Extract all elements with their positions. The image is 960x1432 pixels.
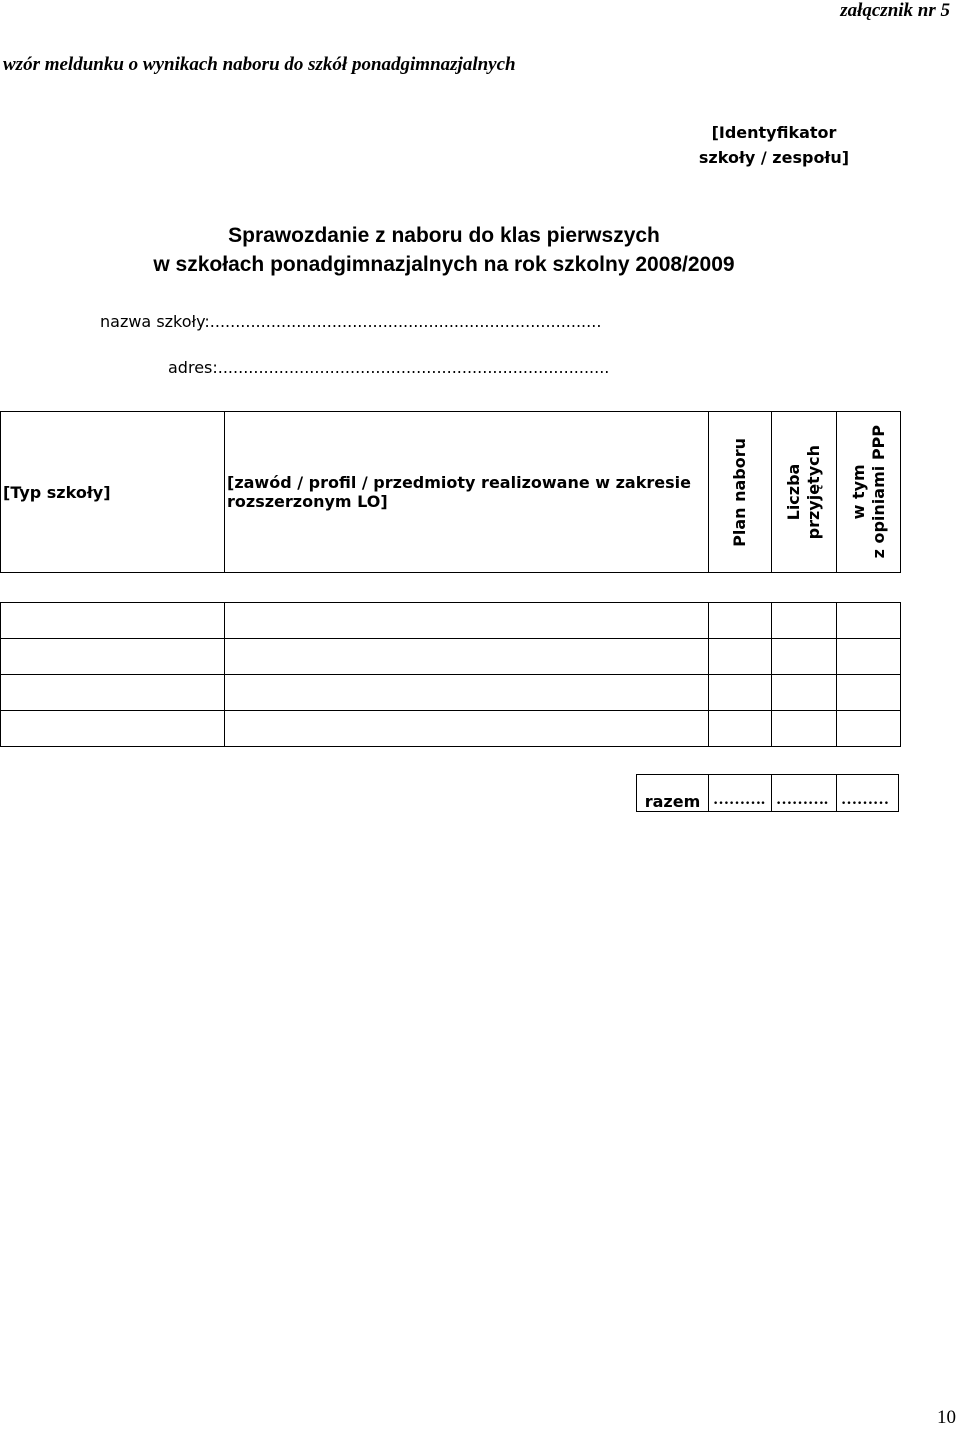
admitted-cell[interactable] — [772, 603, 837, 639]
header-plan-label: Plan naboru — [730, 437, 749, 547]
report-title — [0, 221, 888, 279]
plan-cell[interactable] — [709, 603, 772, 639]
school-identifier — [640, 120, 908, 170]
plan-cell[interactable] — [709, 711, 772, 747]
header-plan — [709, 412, 772, 573]
table-row — [1, 675, 901, 711]
header-admitted-label — [784, 445, 824, 539]
header-profile — [225, 412, 709, 573]
total-label: razem — [637, 775, 709, 812]
school-name-field: nazwa szkoły:............................................................................. — [100, 312, 602, 331]
school-type-cell[interactable] — [1, 711, 225, 747]
header-with-ppp-label — [849, 425, 889, 558]
total-admitted[interactable]: ………. — [772, 775, 837, 812]
plan-cell[interactable] — [709, 639, 772, 675]
with-ppp-cell[interactable] — [837, 639, 901, 675]
report-title-line-1: Sprawozdanie z naboru do klas pierwszych — [228, 224, 660, 247]
header-school-type — [1, 412, 225, 573]
header-table — [0, 411, 901, 573]
admitted-cell[interactable] — [772, 639, 837, 675]
school-type-cell[interactable] — [1, 675, 225, 711]
header-with-ppp — [837, 412, 901, 573]
address-field: adres:............................................................................. — [168, 358, 610, 377]
total-plan[interactable]: ………. — [709, 775, 772, 812]
annex-label: załącznik nr 5 — [840, 0, 950, 21]
page-number: 10 — [937, 1407, 956, 1428]
data-table — [0, 602, 901, 747]
header-with-ppp-line-2: z opiniami PPP — [868, 425, 888, 559]
profile-cell[interactable] — [225, 603, 709, 639]
school-type-cell[interactable] — [1, 603, 225, 639]
admitted-cell[interactable] — [772, 711, 837, 747]
with-ppp-cell[interactable] — [837, 603, 901, 639]
total-with-ppp[interactable]: ……… — [837, 775, 899, 812]
total-row — [637, 775, 899, 812]
school-type-cell[interactable] — [1, 639, 225, 675]
header-admitted-line-2: przyjętych — [804, 444, 823, 540]
plan-cell[interactable] — [709, 675, 772, 711]
admitted-cell[interactable] — [772, 675, 837, 711]
header-row — [1, 412, 901, 573]
header-profile-line-2: rozszerzonym LO] — [227, 492, 388, 511]
identifier-line-2: szkoły / zespołu] — [698, 148, 850, 167]
table-row — [1, 603, 901, 639]
table-row — [1, 711, 901, 747]
table-row — [1, 639, 901, 675]
identifier-line-1: [Identyfikator — [711, 123, 837, 142]
with-ppp-cell[interactable] — [837, 711, 901, 747]
profile-cell[interactable] — [225, 639, 709, 675]
header-admitted-line-1: Liczba — [784, 463, 803, 521]
report-title-line-2: w szkołach ponadgimnazjalnych na rok szkolny 2008/2009 — [153, 253, 735, 276]
form-title: wzór meldunku o wynikach naboru do szkół ponadgimnazjalnych — [3, 54, 516, 75]
with-ppp-cell[interactable] — [837, 675, 901, 711]
total-table — [636, 774, 899, 812]
header-school-type-label: [Typ szkoły] — [3, 482, 111, 502]
header-admitted — [772, 412, 837, 573]
profile-cell[interactable] — [225, 711, 709, 747]
header-with-ppp-line-1: w tym — [848, 464, 868, 520]
header-profile-line-1: [zawód / profil / przedmioty realizowane w zakresie — [227, 473, 691, 492]
profile-cell[interactable] — [225, 675, 709, 711]
